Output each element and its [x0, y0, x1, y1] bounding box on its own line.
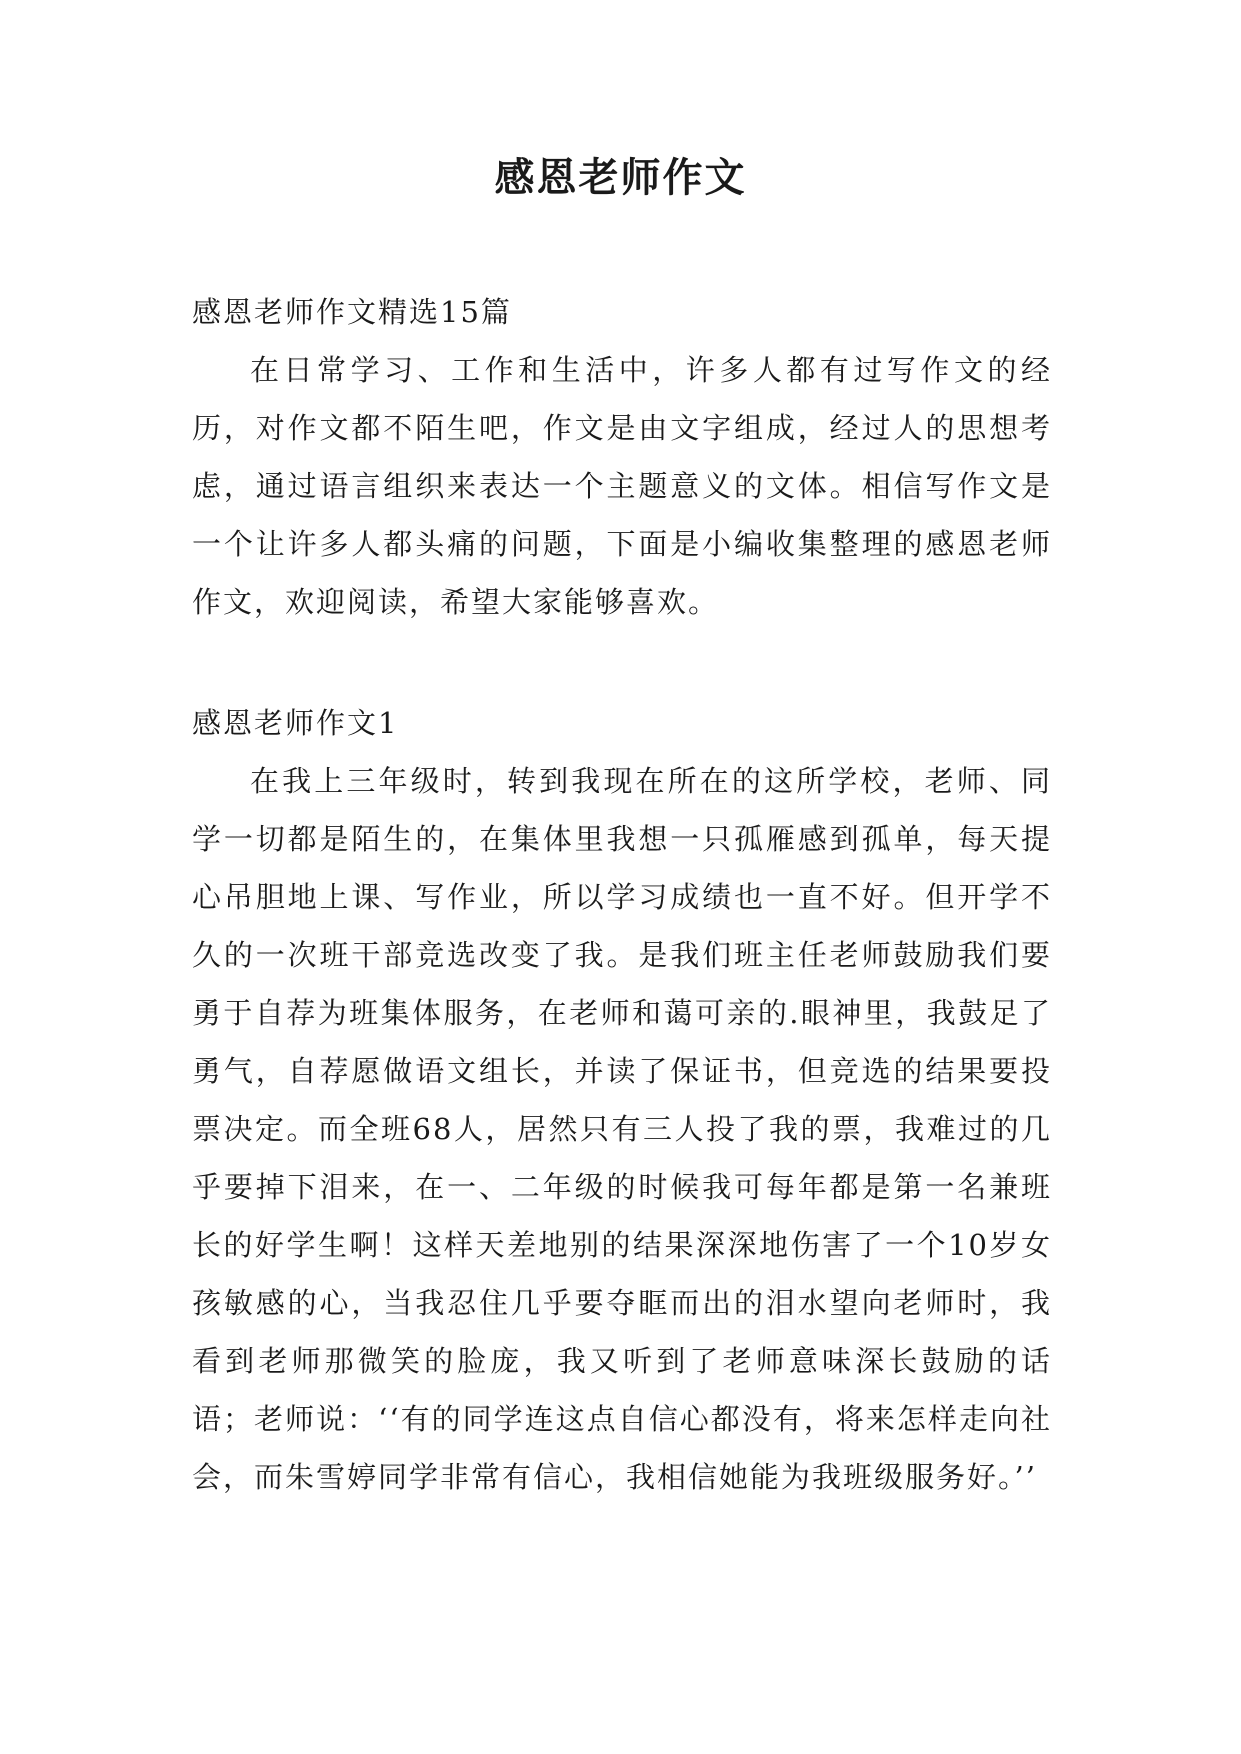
essay-paragraph: 在我上三年级时，转到我现在所在的这所学校，老师、同学一切都是陌生的，在集体里我想一只孤雁感到孤单，每天提心吊胆地上课、写作业，所以学习成绩也一直不好。但开学不久的一次班干部竞选改变了我。是我们班主任老师鼓励我们要勇于自荐为班集体服务，在老师和蔼可亲的.眼神里，我鼓足了勇气，自荐愿做语文组长，并读了保证书，但竞选的结果要投票决定。而全班68人，居然只有三人投了我的票，我难过的几乎要掉下泪来，在一、二年级的时候我可每年都是第一名兼班长的好学生啊！这样天差地别的结果深深地伤害了一个10岁女孩敏感的心，当我忍住几乎要夺眶而出的泪水望向老师时，我看到老师那微笑的脸庞，我又听到了老师意味深长鼓励的话语；老师说：‘‘有的同学连这点自信心都没有，将来怎样走向社会，而朱雪婷同学非常有信心，我相信她能为我班级服务好。’’ — [192, 764, 1052, 1494]
essay-section — [192, 694, 1052, 1506]
intro-heading: 感恩老师作文精选15篇 — [192, 295, 512, 329]
intro-paragraph: 在日常学习、工作和生活中，许多人都有过写作文的经历，对作文都不陌生吧，作文是由文字组成，经过人的思想考虑，通过语言组织来表达一个主题意义的文体。相信写作文是一个让许多人都头痛的问题，下面是小编收集整理的感恩老师作文，欢迎阅读，希望大家能够喜欢。 — [192, 353, 1052, 619]
essay-heading: 感恩老师作文1 — [192, 706, 399, 740]
document-title: 感恩老师作文 — [494, 154, 747, 201]
intro-section — [192, 283, 1052, 631]
